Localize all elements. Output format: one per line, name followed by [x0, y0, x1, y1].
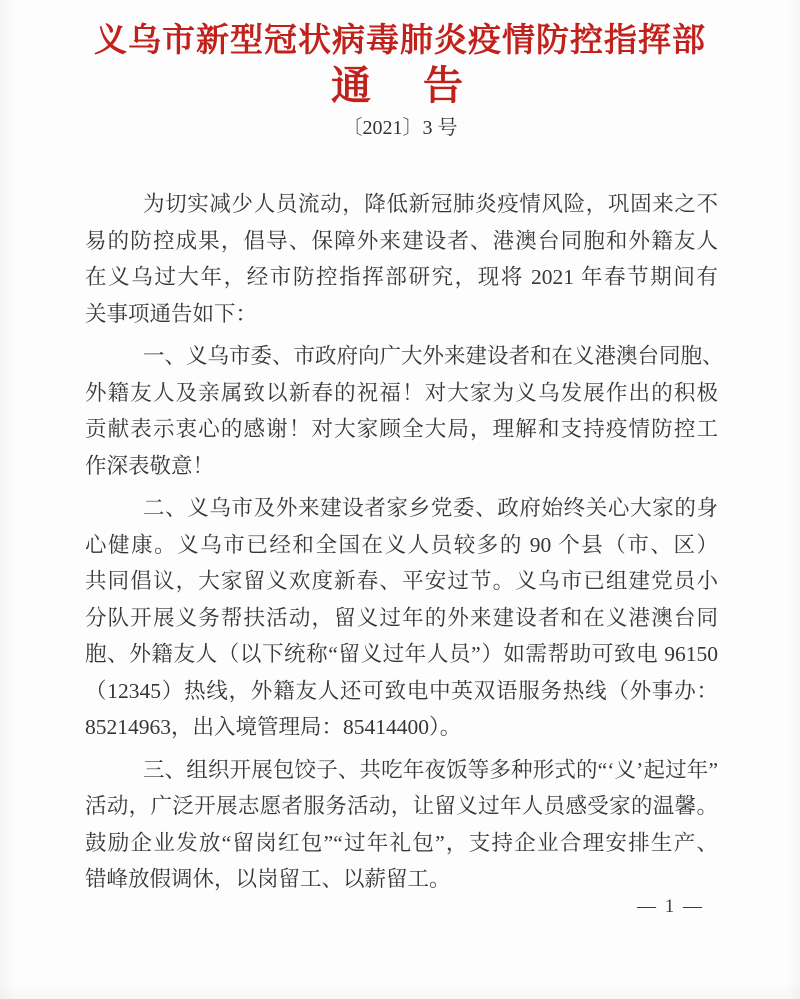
issuing-authority-title: 义乌市新型冠状病毒肺炎疫情防控指挥部: [94, 23, 706, 59]
page-number: — 1 —: [637, 896, 704, 917]
text-line: 在义乌过大年，经市防控指挥部研究，现将 2021 年春节期间有: [85, 265, 718, 289]
text-line: 关事项通告如下：: [85, 301, 258, 326]
text-line: 85214963，出入境管理局：85414400）。: [85, 715, 462, 739]
document-number: 〔2021〕3 号: [342, 117, 458, 139]
text-line: （12345）热线，外籍友人还可致电中英双语服务热线（外事办：: [85, 678, 718, 703]
text-line: 易的防控成果，倡导、保障外来建设者、港澳台同胞和外籍友人: [85, 228, 718, 253]
text-line: 鼓励企业发放“留岗红包”“过年礼包”，支持企业合理安排生产、: [85, 830, 718, 855]
text-line: 为切实减少人员流动，降低新冠肺炎疫情风险，巩固来之不: [143, 192, 718, 216]
text-line: 三、组织开展包饺子、共吃年夜饭等多种形式的“‘义’起过年”: [143, 757, 718, 782]
text-line: 活动，广泛开展志愿者服务活动，让留义过年人员感受家的温馨。: [85, 794, 718, 818]
paragraph-item-2: [85, 490, 718, 746]
paragraph-item-1: [85, 338, 724, 484]
text-line: 作深表敬意！: [85, 453, 215, 478]
text-line: 外籍友人及亲属致以新春的祝福！对大家为义乌发展作出的积极: [85, 380, 718, 405]
text-line: 二、义乌市及外来建设者家乡党委、政府始终关心大家的身: [143, 496, 718, 520]
text-line: 分队开展义务帮扶活动，留义过年的外来建设者和在义港澳台同: [85, 605, 718, 630]
text-line: 心健康。义乌市已经和全国在义人员较多的 90 个县（市、区）: [85, 532, 718, 557]
text-line: 一、义乌市委、市政府向广大外来建设者和在义港澳台同胞、: [143, 344, 724, 368]
paragraph-item-3: [85, 752, 718, 898]
document-body: [85, 186, 724, 904]
document-type-heading: 通 告: [331, 63, 469, 108]
text-line: 共同倡议，大家留义欢度新春、平安过节。义乌市已组建党员小: [85, 569, 718, 593]
text-line: 贡献表示衷心的感谢！对大家顾全大局，理解和支持疫情防控工: [85, 417, 718, 441]
text-line: 错峰放假调休，以岗留工、以薪留工。: [85, 867, 451, 891]
text-line: 胞、外籍友人（以下统称“留义过年人员”）如需帮助可致电 96150: [85, 642, 718, 666]
paragraph-intro: [85, 186, 718, 332]
